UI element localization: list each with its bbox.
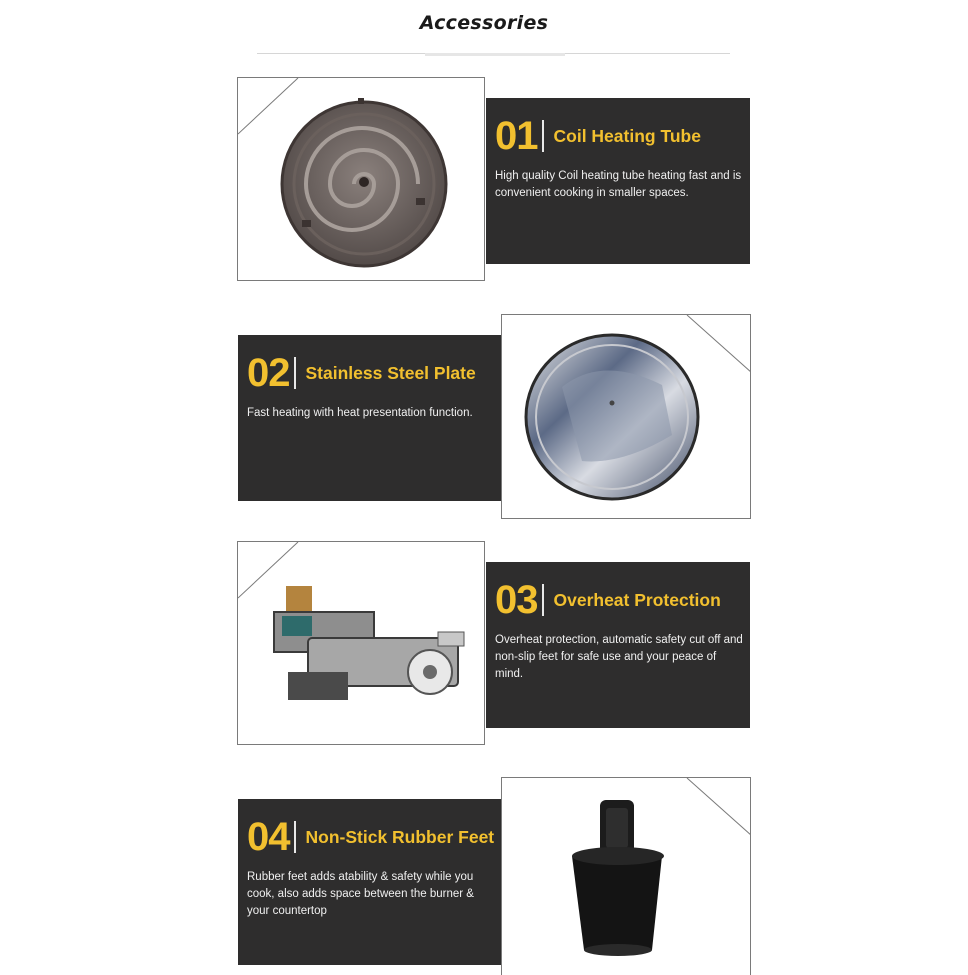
feature-title: Stainless Steel Plate: [305, 362, 476, 383]
feature-panel-4: [238, 799, 502, 965]
title-divider-accent: [425, 53, 565, 56]
feature-description: Fast heating with heat presentation function.: [247, 407, 473, 419]
divider-bar: [294, 821, 296, 853]
rubber-feet-image: [501, 777, 751, 975]
page-title: Accessories: [419, 12, 549, 34]
divider-bar: [542, 120, 544, 152]
divider-bar: [542, 584, 544, 616]
overheat-protection-image: [237, 541, 485, 745]
feature-description: Rubber feet adds atability & safety while you cook, also adds space between the burner & your countertop: [247, 871, 474, 917]
feature-number: 03: [495, 578, 538, 622]
feature-title: Coil Heating Tube: [553, 125, 701, 146]
feature-description: Overheat protection, automatic safety cut off and non-slip feet for safe use and your peace of mind.: [495, 634, 743, 680]
feature-panel-1: [486, 98, 750, 264]
feature-panel-3: [486, 562, 750, 728]
divider-bar: [294, 357, 296, 389]
feature-number: 01: [495, 114, 538, 158]
feature-number: 02: [247, 351, 290, 395]
coil-heating-tube-image: [237, 77, 485, 281]
feature-title: Non-Stick Rubber Feet: [305, 826, 495, 847]
feature-number: 04: [247, 815, 290, 859]
feature-description: High quality Coil heating tube heating fast and is convenient cooking in smaller spaces.: [495, 170, 742, 199]
feature-panel-2: [238, 335, 502, 501]
feature-title: Overheat Protection: [553, 589, 721, 610]
stainless-steel-plate-image: [501, 314, 751, 519]
